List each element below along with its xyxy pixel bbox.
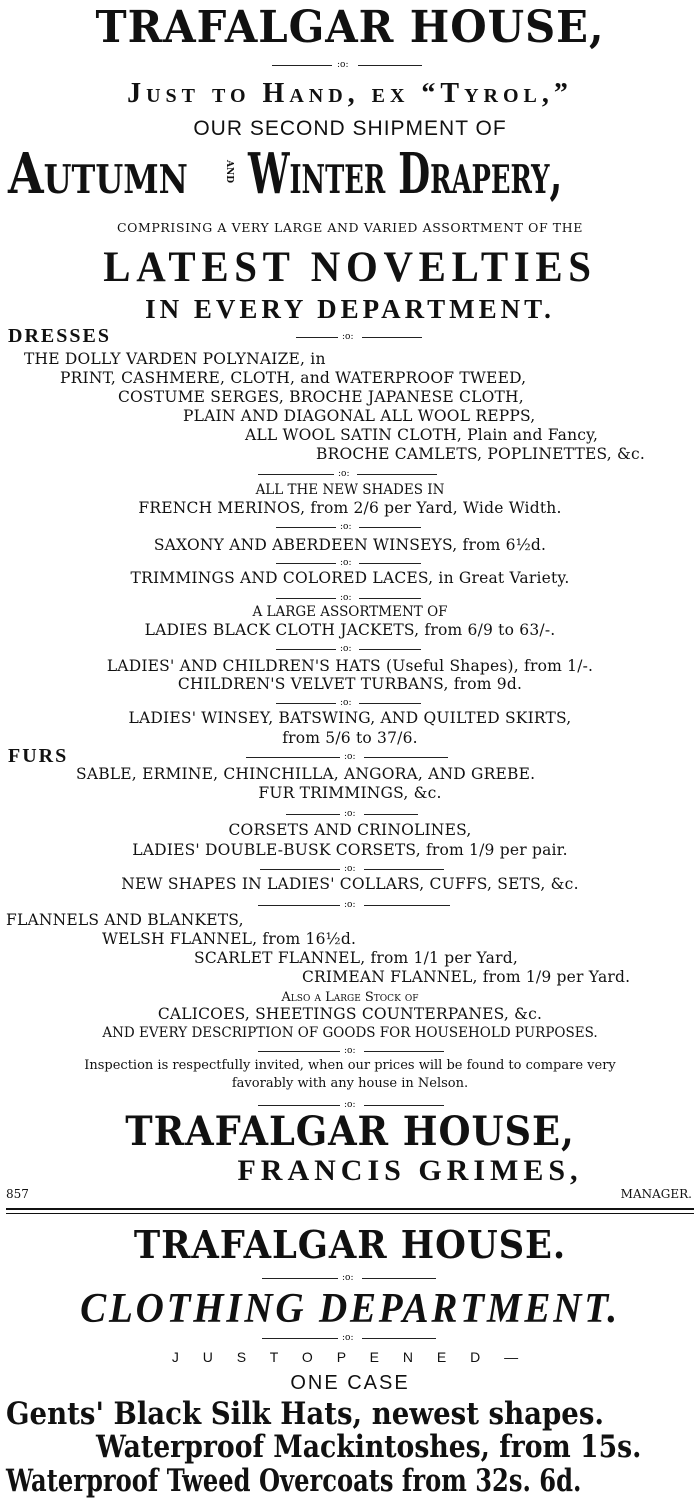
clothing-item-1: Gents' Black Silk Hats, newest shapes. <box>6 1396 604 1432</box>
divider <box>359 598 421 599</box>
ornament: :o: <box>344 900 356 910</box>
inspection-line-1: Inspection is respectfully invited, when our prices will be found to compare very <box>84 1058 616 1073</box>
furs-line-1: SABLE, ERMINE, CHINCHILLA, ANGORA, AND GREBE. <box>76 765 536 783</box>
ornament: :o: <box>344 809 356 819</box>
merinos-line-2: FRENCH MERINOS, from 2/6 per Yard, Wide Width. <box>138 499 562 517</box>
inspection-line-2: favorably with any house in Nelson. <box>231 1076 469 1091</box>
skirts-line-2: from 5/6 to 37/6. <box>282 729 418 747</box>
headline-autumn: Autumn <box>8 141 188 207</box>
clothing-item-2: Waterproof Mackintoshes, from 15s. <box>96 1429 642 1465</box>
manager-role: MANAGER. <box>620 1187 692 1201</box>
dresses-line-2: PRINT, CASHMERE, CLOTH, and WATERPROOF TWEED, <box>60 369 527 387</box>
divider <box>359 563 421 564</box>
divider <box>296 337 338 338</box>
divider <box>362 337 422 338</box>
divider <box>276 563 336 564</box>
divider <box>358 65 422 66</box>
flannels-line-1: WELSH FLANNEL, from 16½d. <box>102 930 357 948</box>
dresses-line-5: ALL WOOL SATIN CLOTH, Plain and Fancy, <box>245 426 599 444</box>
divider <box>364 814 418 815</box>
latest-novelties: LATEST NOVELTIES <box>103 244 597 291</box>
comprising-line: COMPRISING A VERY LARGE AND VARIED ASSORTMENT OF THE <box>117 220 583 235</box>
flannels-line-5: CALICOES, SHEETINGS COUNTERPANES, &c. <box>157 1005 543 1023</box>
ornament: :o: <box>342 1273 354 1283</box>
second-shipment: OUR SECOND SHIPMENT OF <box>193 117 507 140</box>
merinos-line-1: ALL THE NEW SHADES IN <box>255 482 445 498</box>
ornament: :o: <box>344 864 356 874</box>
flannels-heading: FLANNELS AND BLANKETS, <box>6 911 244 929</box>
divider <box>262 1338 338 1339</box>
dresses-line-4: PLAIN AND DIAGONAL ALL WOOL REPPS, <box>183 407 536 425</box>
hats-line-2: CHILDREN'S VELVET TURBANS, from 9d. <box>177 675 523 693</box>
divider <box>258 1105 340 1106</box>
furs-line-2: FUR TRIMMINGS, &c. <box>258 784 442 802</box>
divider <box>276 527 336 528</box>
divider <box>359 527 421 528</box>
ornament: :o: <box>340 593 352 603</box>
divider <box>362 1278 436 1279</box>
ad-number: 857 <box>6 1187 29 1201</box>
dresses-line-6: BROCHE CAMLETS, POPLINETTES, &c. <box>316 445 646 463</box>
divider <box>246 757 340 758</box>
divider <box>359 703 421 704</box>
ornament: :o: <box>340 522 352 532</box>
dresses-heading: DRESSES <box>8 325 111 347</box>
divider <box>258 1051 340 1052</box>
ornament: :o: <box>340 558 352 568</box>
divider <box>276 703 336 704</box>
divider <box>357 474 437 475</box>
flannels-line-4: Also a Large Stock of <box>281 990 419 1005</box>
corsets-line-2: LADIES' DOUBLE-BUSK CORSETS, from 1/9 per pair. <box>132 841 568 859</box>
divider <box>276 598 336 599</box>
divider <box>359 649 421 650</box>
divider <box>364 869 444 870</box>
jackets-line-1: A LARGE ASSORTMENT OF <box>252 604 448 620</box>
ornament: :o: <box>344 752 356 762</box>
one-case: ONE CASE <box>290 1372 410 1394</box>
divider <box>364 1105 444 1106</box>
jackets-line-2: LADIES BLACK CLOTH JACKETS, from 6/9 to 63/-. <box>144 621 556 639</box>
trimmings-line: TRIMMINGS AND COLORED LACES, in Great Variety. <box>130 569 570 587</box>
ornament: :o: <box>342 332 354 342</box>
ornament: :o: <box>344 1046 356 1056</box>
headline-winter-drapery: Winter Drapery, <box>248 141 563 207</box>
divider <box>286 814 340 815</box>
divider <box>272 65 332 66</box>
divider <box>258 474 334 475</box>
dresses-line-1: THE DOLLY VARDEN POLYNAIZE, in <box>24 350 326 368</box>
ornament: :o: <box>344 1100 356 1110</box>
furs-heading: FURS <box>8 745 69 767</box>
ornament: :o: <box>340 644 352 654</box>
manager-name: FRANCIS GRIMES, <box>237 1154 583 1187</box>
ornament: :o: <box>338 469 350 479</box>
divider <box>364 757 448 758</box>
every-department: IN EVERY DEPARTMENT. <box>145 294 555 324</box>
ad1-title: TRAFALGAR HOUSE, <box>95 2 605 53</box>
clothing-item-3: Waterproof Tweed Overcoats from 32s. 6d. <box>6 1463 582 1499</box>
flannels-line-2: SCARLET FLANNEL, from 1/1 per Yard, <box>194 949 518 967</box>
collars-line: NEW SHAPES IN LADIES' COLLARS, CUFFS, SETS, &c. <box>121 875 579 893</box>
divider <box>262 1278 338 1279</box>
divider <box>260 869 340 870</box>
ornament: :o: <box>342 1333 354 1343</box>
just-opened: J U S T O P E N E D — <box>171 1349 529 1365</box>
divider <box>258 905 340 906</box>
ad-separator <box>6 1208 694 1210</box>
ornament: :o: <box>340 698 352 708</box>
ad2-title: TRAFALGAR HOUSE. <box>133 1222 567 1267</box>
skirts-line-1: LADIES' WINSEY, BATSWING, AND QUILTED SKIRTS, <box>128 709 572 727</box>
footer-title: TRAFALGAR HOUSE, <box>125 1108 575 1155</box>
ornament: :o: <box>337 60 349 70</box>
clothing-department: CLOTHING DEPARTMENT. <box>80 1286 620 1332</box>
dresses-line-3: COSTUME SERGES, BROCHE JAPANESE CLOTH, <box>118 388 524 406</box>
divider <box>364 1051 444 1052</box>
flannels-line-3: CRIMEAN FLANNEL, from 1/9 per Yard. <box>302 968 631 986</box>
flannels-line-6: AND EVERY DESCRIPTION OF GOODS FOR HOUSEHOLD PURPOSES. <box>102 1025 598 1041</box>
winseys-line: SAXONY AND ABERDEEN WINSEYS, from 6½d. <box>153 536 547 554</box>
divider <box>364 905 450 906</box>
headline-and: AND <box>224 160 234 184</box>
divider <box>276 649 336 650</box>
corsets-line-1: CORSETS AND CRINOLINES, <box>228 821 472 839</box>
just-to-hand: Just to Hand, ex “Tyrol,” <box>127 78 573 109</box>
divider <box>362 1338 436 1339</box>
hats-line-1: LADIES' AND CHILDREN'S HATS (Useful Shapes), from 1/-. <box>106 657 594 675</box>
ad-separator-thin <box>6 1213 694 1214</box>
